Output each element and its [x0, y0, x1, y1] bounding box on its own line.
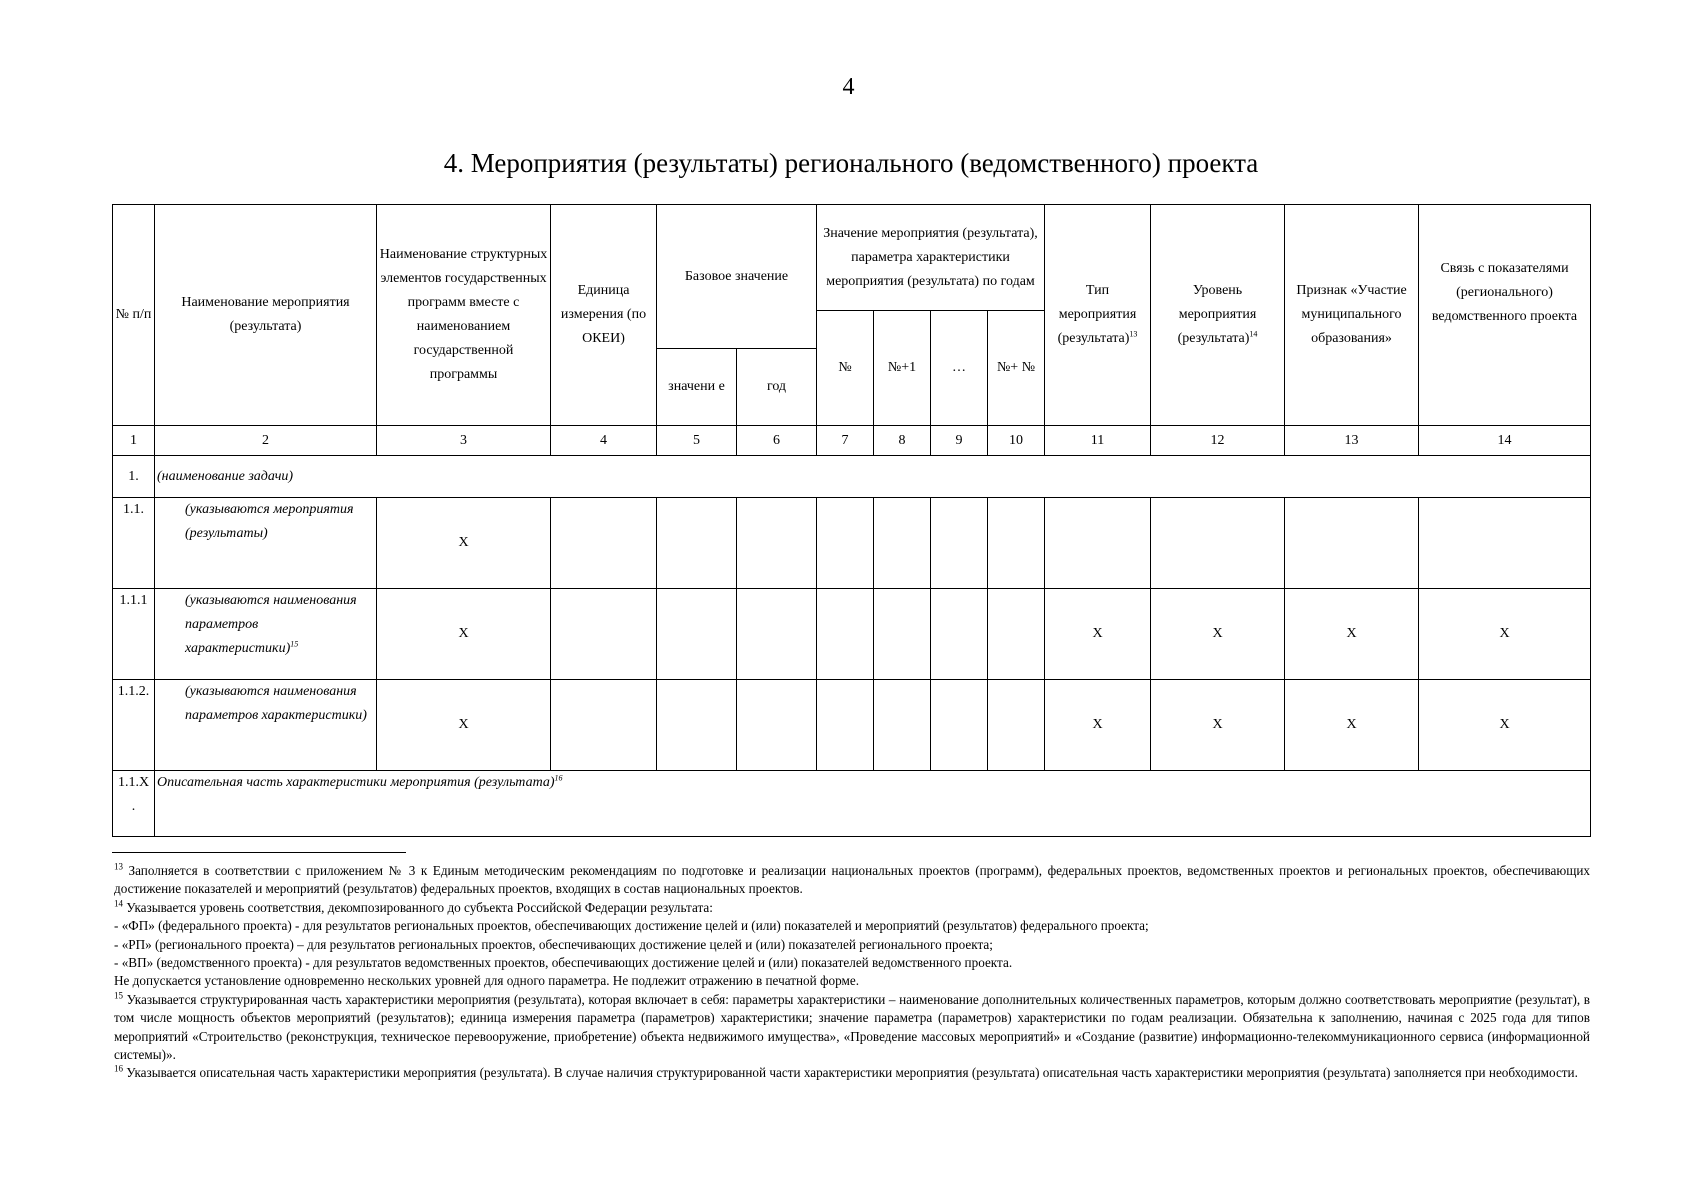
header-type: Тип мероприятия (результата)$^{13}$: [1045, 205, 1151, 426]
row-struct: X: [377, 498, 551, 589]
table-row: [113, 498, 1591, 589]
header-values: Значение мероприятия (результата), параметра характеристики мероприятия (результата) по годам: [817, 205, 1045, 311]
task-row: [113, 456, 1591, 498]
col-number: 5: [657, 426, 737, 456]
row-name: (указываются мероприятия (результаты): [155, 498, 377, 589]
row-name: (указываются наименования параметров характеристики): [155, 680, 377, 771]
footnotes: [114, 862, 1590, 1083]
footnote: $^{13}$ Заполняется в соответствии с приложением № 3 к Единым методическим рекомендациям по подготовке и реализации национальных проектов (программ), федеральных проектов, ведомственных проектов и региональных проектов, обеспечивающих достижение показателей и мероприятий (результатов) федеральных проектов, входящих в состав национальных проектов.: [114, 861, 1591, 897]
header-year-n: №: [817, 311, 874, 426]
desc-text: Описательная часть характеристики мероприятия (результата)$^{16}$: [155, 771, 1591, 837]
col-number: 14: [1419, 426, 1591, 456]
column-numbers-row: [113, 426, 1591, 456]
footnote-rule: [112, 852, 406, 853]
col-number: 8: [874, 426, 931, 456]
row-municipal: [1285, 498, 1419, 589]
footnote: $^{14}$ Указывается уровень соответствия, декомпозированного до субъекта Российской Федерации результата:: [114, 898, 713, 915]
col-number: 6: [737, 426, 817, 456]
footnote: - «ФП» (федерального проекта) - для результатов региональных проектов, обеспечивающих достижение целей и (или) показателей и мероприятий (результатов) федерального проекта;: [114, 918, 1149, 934]
footnote: - «ВП» (ведомственного проекта) - для результатов ведомственных проектов, обеспечивающих достижение целей и (или) показателей ведомственного проекта.: [114, 955, 1013, 971]
footnote: $^{16}$ Указывается описательная часть характеристики мероприятия (результата). В случае наличия структурированной части характеристики мероприятия (результата) описательная часть характеристики мероприятия (результата) заполняется при необходимости.: [114, 1064, 1578, 1081]
header-base-year: год: [737, 349, 817, 426]
footnote: $^{15}$ Указывается структурированная часть характеристики мероприятия (результата), которая включает в себя: параметры характеристики – наименование дополнительных количественных параметров, которым должно соответствовать мероприятие (результат), в том числе мощность объектов мероприятий (результатов); единица измерения параметра (параметров) характеристики; значение параметра (параметров) характеристики по годам реализации. Обязательна к заполнению, начиная с 2025 года для типов мероприятий «Строительство (реконструкция, техническое перевооружение, приобретение) объекта недвижимого имущества», «Проведение массовых мероприятий» и «Создание (развитие) информационно-телекоммуникационного сервиса (информационной системы)».: [114, 990, 1591, 1063]
footnote: Не допускается установление одновременно нескольких уровней для одного параметра. Не подлежит отражению в печатной форме.: [114, 973, 860, 989]
row-municipal: X: [1285, 589, 1419, 680]
row-type: [1045, 498, 1151, 589]
col-number: 11: [1045, 426, 1151, 456]
row-link: X: [1419, 589, 1591, 680]
col-number: 7: [817, 426, 874, 456]
col-number: 10: [988, 426, 1045, 456]
row-level: X: [1151, 680, 1285, 771]
row-name: (указываются наименования параметров характеристики)$^{15}$: [155, 589, 377, 680]
footnote: - «РП» (регионального проекта) – для результатов региональных проектов, обеспечивающих достижение целей и (или) показателей регионального проекта;: [114, 936, 993, 952]
col-number: 12: [1151, 426, 1285, 456]
description-row: [113, 771, 1591, 837]
row-num: 1.1.1: [113, 589, 155, 680]
row-municipal: X: [1285, 680, 1419, 771]
header-link: Связь с показателями (регионального) ведомственного проекта: [1419, 205, 1591, 426]
row-link: X: [1419, 680, 1591, 771]
col-number: 3: [377, 426, 551, 456]
header-year-n1: №+1: [874, 311, 931, 426]
row-level: [1151, 498, 1285, 589]
header-base-value: значени е: [657, 349, 737, 426]
row-type: X: [1045, 589, 1151, 680]
header-year-ellipsis: …: [931, 311, 988, 426]
header-num: № п/п: [113, 205, 155, 426]
desc-num: 1.1.X .: [113, 771, 155, 837]
col-number: 4: [551, 426, 657, 456]
header-year-nn: №+ №: [988, 311, 1045, 426]
col-number: 2: [155, 426, 377, 456]
table-row: [113, 589, 1591, 680]
col-number: 1: [113, 426, 155, 456]
page-number: 4: [842, 74, 855, 100]
row-struct: X: [377, 680, 551, 771]
row-link: [1419, 498, 1591, 589]
col-number: 13: [1285, 426, 1419, 456]
header-unit: Единица измерения (по ОКЕИ): [551, 205, 657, 426]
row-struct: X: [377, 589, 551, 680]
header-level: Уровень мероприятия (результата)$^{14}$: [1151, 205, 1285, 426]
header-base: Базовое значение: [657, 205, 817, 349]
events-table: [112, 204, 1591, 837]
header-struct: Наименование структурных элементов государственных программ вместе с наименованием государственной программы: [377, 205, 551, 426]
header-municipal: Признак «Участие муниципального образования»: [1285, 205, 1419, 426]
task-num: 1.: [113, 456, 155, 498]
col-number: 9: [931, 426, 988, 456]
header-name: Наименование мероприятия (результата): [155, 205, 377, 426]
row-type: X: [1045, 680, 1151, 771]
row-num: 1.1.: [113, 498, 155, 589]
row-num: 1.1.2.: [113, 680, 155, 771]
section-title: 4. Мероприятия (результаты) регионального (ведомственного) проекта: [443, 148, 1259, 178]
table-row: [113, 680, 1591, 771]
row-level: X: [1151, 589, 1285, 680]
task-name: (наименование задачи): [155, 456, 1591, 498]
